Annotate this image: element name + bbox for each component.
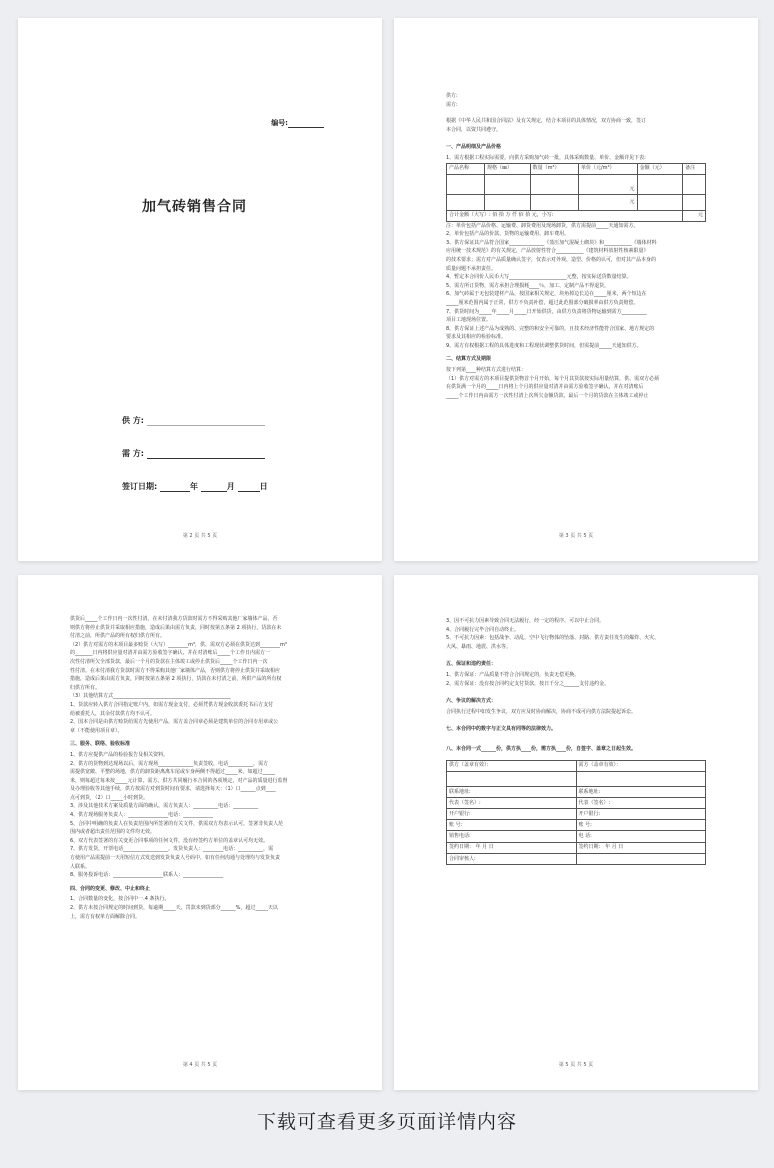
paragraph-line: _____厘米范围内属于正常，供方不负责补偿，超过此范围部分破损率由供方负责赔偿。: [446, 299, 639, 306]
paragraph-line: 注：单价包括产品价格、运输费、卸货费用及现场卸货，供方需提前_____天通知需方。: [446, 222, 639, 229]
section-heading: 六、争议的解决方式：: [446, 698, 497, 705]
paragraph-line: 2、单价包括产品的价款、货物的运输费用、卸车费用。: [446, 231, 570, 238]
paragraph-line: 要求及其相应的检验标准。: [446, 334, 507, 341]
paragraph-line: 4、供方现场服务负责人：________________电话：____________: [70, 812, 214, 819]
supplier-label: 供 方:: [122, 416, 144, 425]
paragraph-line: 3、涉及其他技术方案及质量方面的确认，需方负责人：__________电话：__________: [70, 803, 259, 810]
paragraph-line: 围内或者超出责任范围的文件均无效。: [70, 829, 156, 836]
paragraph-line: 应用统一技术规范》的有关规定，产品放射性符合___________《建筑材料放射性核素限量》: [446, 248, 649, 255]
supplier-signature-cell: 联系地址:: [447, 786, 577, 797]
paragraph-line: 4、合同履行完毕合同自动终止。: [446, 626, 520, 633]
signature-row: [447, 853, 706, 864]
table-header-row: [447, 163, 706, 174]
signature-row: [447, 797, 706, 808]
paragraph-line: 付清之前，所供产品的所有权归供方所有。: [70, 633, 166, 640]
paragraph-line: 上，需方有权单方面解除合同。: [70, 913, 141, 920]
total-unit: 元: [683, 210, 706, 221]
serial-blank: [288, 120, 324, 128]
paragraph-line: 的_______日内将供应量对清并由需方验收签字确认，并在对清账后_____个工作日内需方一: [70, 650, 271, 657]
contract-page-5: [394, 575, 758, 1090]
buyer-label: 需 方:: [122, 449, 144, 458]
paragraph-line: _____个工作日内由需方一次性付清上次所欠金额货款，最后一个月的货款在主体竣工或停止: [446, 392, 649, 399]
buyer-signature-cell: 代表（签名）:: [576, 797, 706, 808]
section-heading: 三、服务、联络、验收标准: [70, 741, 131, 748]
day-blank: [238, 483, 260, 492]
supplier-line: [122, 415, 265, 426]
paragraph-line: 3、因不可抗力因素导致合同无法履行，经一定的程序，可以中止合同。: [446, 618, 605, 624]
paragraph-line: 合同执行过程中如发生争议，双方应及时协商解决，协商不成可向供方法院提起诉讼。: [446, 708, 637, 715]
paragraph-line: 按下列第____种结算方式进行结算：: [446, 367, 527, 374]
page-number: 第 3 页 共 5 页: [558, 533, 594, 539]
signature-row: [447, 786, 706, 797]
table-header: 规格（㎜）: [484, 163, 530, 174]
supplier-signature-cell: 代表（签名）:: [447, 797, 577, 808]
total-amount: 合计金额（大写）: 佰 拾 万 仟 佰 拾 元，小写:: [447, 210, 683, 221]
buyer-signature-cell: 电 话:: [576, 831, 706, 842]
paragraph-line: 5、合同中明确的负责人在负责范围内所签署的有关文件，供需双方均表示认可，签署非负责人范: [70, 820, 284, 827]
signature-row: [447, 771, 706, 786]
buyer-blank: [147, 450, 265, 459]
supplier-signature-cell: 签约日期： 年 月 日: [447, 842, 577, 853]
section-heading: 五、保证和违约责任：: [446, 661, 497, 668]
table-header: 数量（m³）: [530, 163, 578, 174]
buyer-signature-cell: [576, 771, 706, 786]
table-header: 备注: [683, 163, 706, 174]
unit-label: 元: [629, 198, 635, 205]
section-two-body: [446, 366, 706, 400]
section-one-body: [446, 222, 706, 351]
signature-row: [447, 809, 706, 820]
paragraph-line: 供货后_____个工作日内一次性付清。在未付清我方货款时需方不得采购其他厂家墙体产品，否: [70, 616, 278, 622]
signature-row: [447, 831, 706, 842]
paragraph-line: 章（不能使用项目章）。: [70, 727, 123, 734]
section-four-body: [70, 895, 330, 921]
day-label: 日: [259, 482, 268, 491]
supplier-signature-cell: 销售电话:: [447, 831, 577, 842]
signature-row: [447, 820, 706, 831]
paragraph-line: 7、供货时间为_____年_____月_____日开始供货，由供方负责将货物运输到需方__________: [446, 308, 647, 315]
paragraph-line: 1、合同数量的变化，按合同中一.4 条执行。: [70, 896, 170, 903]
sign-date-line: [122, 481, 268, 492]
section-heading: 一、产品明细及产品价格: [446, 144, 502, 151]
download-more-banner: 下载可查看更多页面详情内容: [256, 1111, 517, 1133]
table-header: 产品名称: [447, 163, 485, 174]
paragraph-line: 8、服务投诉电话：____________________联系人：________________: [70, 872, 224, 879]
paragraph-line: 性付清。在未付清我方货款时需方不得采购其他厂家墙体产品，否则供方将停止供货并采取相应: [70, 667, 281, 674]
supplier-signature-cell: 合同审核人:: [447, 853, 577, 864]
paragraph-line: 6、加气砖属于无包装建材产品，按国家相关规定，块角掉边长边在_____厘米，两个短边在: [446, 291, 647, 298]
supplier-signature-cell: 账 号:: [447, 820, 577, 831]
table-total-row: [447, 210, 706, 221]
paragraph-line: 1、需方根据工程实际需要，向供方采购加气砖一批，具体采购数量、单价、金额详见下表:: [446, 154, 646, 161]
paragraph-line: 4、暂定本合同价人民币大写_______________________元整，按实际送货数量结算。: [446, 274, 632, 281]
year-blank: [160, 483, 190, 492]
paragraph-line: 给被委托人，其余付款供方均不认可。: [70, 710, 156, 717]
paragraph-line: 1、供方保证：产品质量不符合合同规定的，负责无偿更换。: [446, 671, 580, 678]
contract-page-4: [18, 575, 382, 1090]
supplier-signature-cell: [447, 771, 577, 786]
buyer-signature-cell: 账 号:: [576, 820, 706, 831]
table-row: [447, 194, 706, 210]
paragraph-line: 归供方所有。: [70, 684, 101, 691]
intro-line: 本合同，以资共同遵守。: [446, 126, 502, 133]
paragraph-line: （1）供方对需方的本项目提供货物首个月开始，每个月其货款按实际用量结算，供、需双方必须: [446, 375, 660, 382]
year-label: 年: [190, 482, 198, 491]
supplier-field: 供方:: [446, 93, 458, 99]
table-header: 金额（元）: [637, 163, 683, 174]
table-header: 单价（元/m³）: [579, 163, 638, 174]
serial-label: 编号:: [271, 119, 288, 127]
supplier-blank: [147, 417, 265, 426]
buyer-field: 需方:: [446, 101, 458, 108]
sign-date-label: 签订日期:: [122, 482, 158, 491]
signature-row: [447, 842, 706, 853]
supplier-signature-cell: 开户银行:: [447, 809, 577, 820]
signature-table: [446, 760, 706, 866]
page-body: [446, 92, 706, 400]
paragraph-line: 则供方将停止供货并采取相应措施，造成后果由需方负责，同时按第五条第 2 项执行，货款在未: [70, 624, 282, 631]
section-two-continued: [70, 615, 330, 735]
paragraph-line: 5、不可抗力因素：包括战争、动乱、空中飞行物体的坠落、封路、供方责任发生的爆炸、火灾、: [446, 635, 660, 642]
paragraph-line: 在供货满一个月的_____日内将上个月的供应量对清并由需方验收签字确认，并在对清账后: [446, 384, 644, 391]
paragraph-line: （2）供方对需方的本项目最多赊货（大写）________m³，供、需双方必须在供货达到________m³: [70, 641, 287, 648]
paragraph-line: 质量问题不承担责任。: [446, 265, 497, 272]
paragraph-line: 点可到货，（2）口_____小时到货。: [70, 794, 149, 801]
section-three-body: [70, 751, 330, 880]
buyer-signature-cell: 签约日期： 年 月 日: [576, 842, 706, 853]
serial-number: [271, 118, 324, 128]
intro-line: 根据《中华人民共和国合同法》及有关规定，结合本项目的具体情况，双方协商一致，签订: [446, 118, 647, 125]
page-number: 第 4 页 共 5 页: [182, 1062, 218, 1068]
unit-label: 元: [629, 185, 635, 192]
section-heading: 七、本合同中的数字与正文具有同等的法律效力。: [446, 726, 557, 733]
paragraph-line: 5、需方所订货物，需方承担合理损耗____％，加工、定制产品不得退货。: [446, 282, 610, 289]
paragraph-line: 及办理验收等其他手续，供方按需方对到货时间有要求，请选择每天：（1）口______点到____: [70, 786, 276, 793]
section-five-body: [446, 671, 706, 688]
buyer-line: [122, 448, 265, 459]
paragraph-line: 2、需方保证：没有按合同约定支付货款，按日千分之______支付违约金。: [446, 680, 610, 687]
paragraph-line: 次性付清所欠全部货款，最后一个月的货款在主体竣工或停止供货后_____个工作日内一次: [70, 658, 268, 665]
paragraph-line: 需提供宽敞、平整的场地，供方的卸货距离离车尾或车身两侧不得超过_____米，如超过_____: [70, 769, 276, 776]
paragraph-line: 9、需方有权根据工程的具体进度和工程现状调整供货时间，但需提前_____天通知供方。: [446, 342, 642, 349]
paragraph-line: 8、供方保证上述产品为成熟的、完整的和安全可靠的，且技术经济性能符合国家、地方规定的: [446, 325, 655, 332]
paragraph-line: 方使用产品需提前一天用短信方式发送到发货负责人号码中，如有任何沟通与处理均与发货负责: [70, 855, 281, 862]
buyer-signature-cell: 联系地址:: [576, 786, 706, 797]
paragraph-line: 2、国本合同是由供方赊货给需方先使用产品，需方盖合同章必须是建筑单位的合同专用章或公: [70, 719, 279, 726]
supplier-signature-cell: 供方（盖章有效）：: [447, 760, 577, 771]
section-six-body: [446, 708, 706, 717]
page-number: 第 5 页 共 5 页: [558, 1062, 594, 1068]
table-row: [447, 174, 706, 194]
paragraph-line: 项目工地现场位置。: [446, 317, 492, 324]
section-heading: 八、本合同一式______份，供方执____份，需方执____份，自签字、盖章之日起生效。: [446, 745, 637, 752]
month-blank: [201, 483, 227, 492]
paragraph-line: 7、供方发货，开票电话__________________，发货负责人：________电话：__________，需: [70, 846, 274, 853]
section-heading: 二、结算方式及期限: [446, 356, 492, 363]
paragraph-line: 1、供方应提供产品的检验报告及相关资料。: [70, 751, 169, 758]
buyer-signature-cell: [576, 853, 706, 864]
month-label: 月: [226, 482, 235, 491]
page-number: 第 2 页 共 5 页: [182, 533, 218, 539]
paragraph-line: 大风、暴雨、地震、洪水等。: [446, 643, 512, 650]
buyer-signature-cell: 需方（盖章有效）：: [576, 760, 706, 771]
paragraph-line: （3）其他结算方式_______________________________________________: [70, 693, 231, 700]
paragraph-line: 3、供方保证其产品符合国家______________《蒸压加气混凝土砌块》和___________《墙体材料: [446, 239, 657, 246]
contract-page-3: [394, 18, 758, 561]
section-heading: 四、合同的变更、修改、中止和终止: [70, 885, 151, 892]
buyer-signature-cell: 开户银行:: [576, 809, 706, 820]
paragraph-line: 措施，造成后果由需方负责，同时按第五条第 2 项执行，货款在未付清之前，所供产品的所有权: [70, 676, 282, 683]
paragraph-line: 米，则每超过每米按_____元计算，需方、供方共同履行本合同的各项规定，对产品的质量进行监督: [70, 777, 288, 784]
page-body: [446, 617, 706, 865]
paragraph-line: 6、双方代表签署的有关变更合同事项的任何文件，没有经签约方单位的盖章认可均无效。: [70, 837, 269, 844]
page-body: [70, 615, 330, 921]
paragraph-line: 的技术要求；需方对产品质量确认签字，仅表示对外观、造型、价格的认可，但对其产品本身的: [446, 256, 657, 263]
paragraph-line: 2、供方未按合同规定的时间到货，每逾期_____天，罚款未到货部分______%，超过_____天以: [70, 905, 278, 911]
paragraph-line: 2、供方的货物到达现场以后，需方现场______________负责签收，电话__________，需方: [70, 760, 269, 767]
paragraph-line: 人联系。: [70, 863, 91, 870]
section-four-continued: [446, 617, 706, 651]
product-table: [446, 163, 706, 222]
cover-page: [18, 18, 382, 561]
signature-row: [447, 760, 706, 771]
contract-title: 加气砖销售合同: [142, 199, 247, 215]
paragraph-line: 1、货款应转入供方合同指定账户内，如需方现金支付，必须凭供方现金收款委托书后方支付: [70, 701, 274, 708]
